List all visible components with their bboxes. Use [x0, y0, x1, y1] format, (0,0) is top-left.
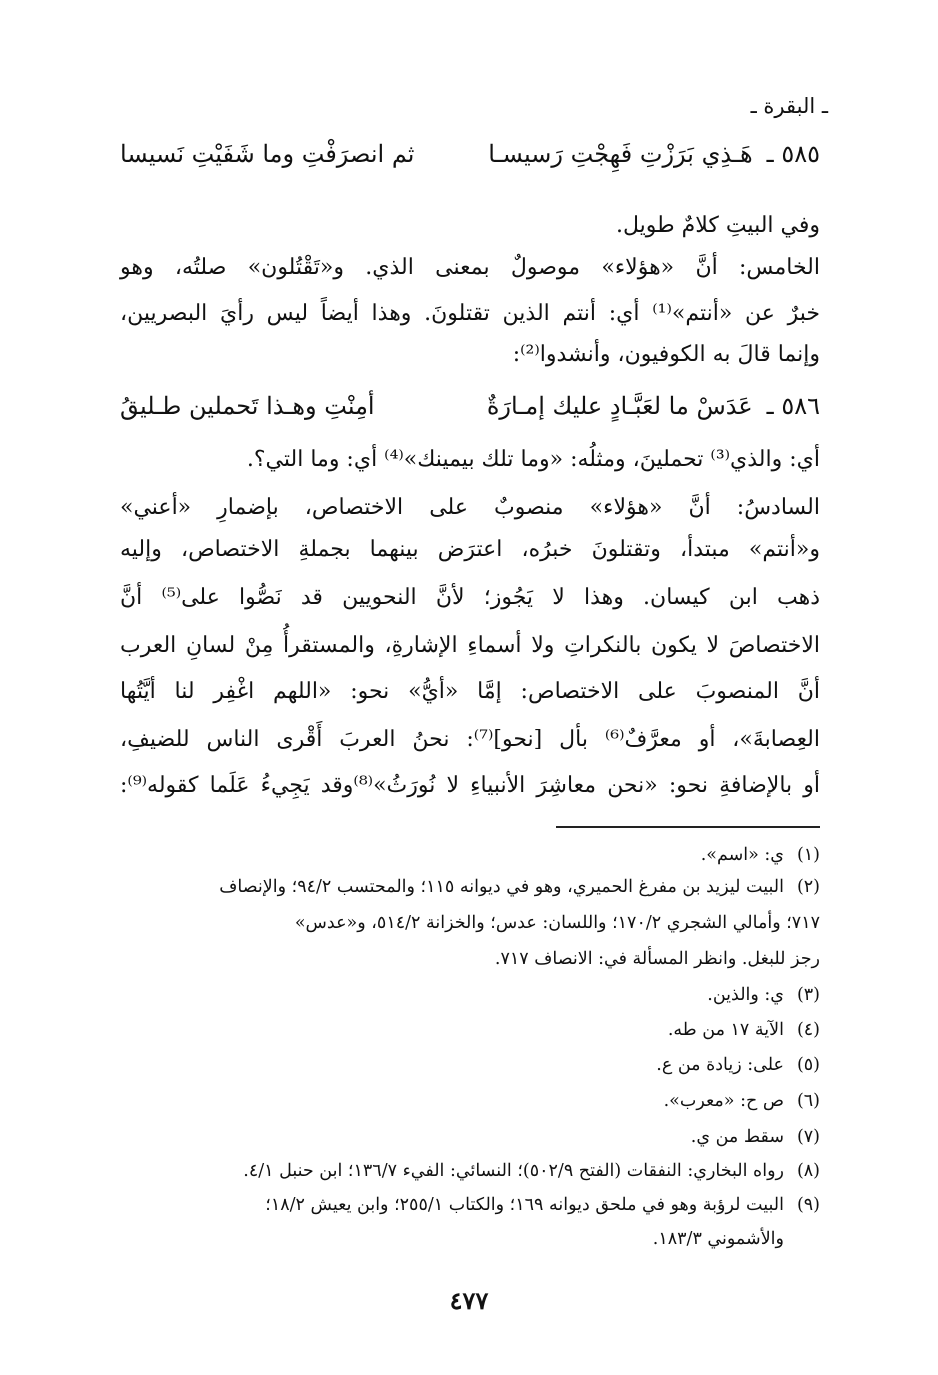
footnote-number: (٤): [796, 1020, 820, 1040]
text-line: الخامس: أنَّ «هؤلاء» موصولٌ بمعنى الذي. و«تَقْتُلون» صلتُه، وهو: [120, 255, 820, 280]
verse-585: [120, 140, 820, 168]
footnote-continuation: رجز للبغل. وانظر المسألة في: الانصاف ٧١٧.: [494, 949, 820, 969]
footnote-text: ي: والذين.: [707, 985, 784, 1005]
footnote-text: البيت ليزيد بن مفرغ الحميري، وهو في ديوانه ١١٥؛ والمحتسب ٩٤/٢؛ والإنصاف: [219, 877, 784, 897]
footnote-text: رواه البخاري: النفقات (الفتح ٥٠٢/٩)؛ النسائي: الفيء ١٣٦/٧؛ ابن حنبل ٤/١.: [243, 1161, 784, 1181]
footnote-text: ص ح: «معرب».: [663, 1091, 784, 1111]
footnote-text: على: زيادة من ع.: [656, 1055, 784, 1075]
footnote-3: [120, 980, 820, 1010]
footnote-number: (٨): [796, 1161, 820, 1181]
footnote-continuation: ٧١٧؛ وأمالي الشجري ١٧٠/٢؛ واللسان: عدس؛ والخزانة ٥١٤/٢، و«عدس»: [294, 913, 820, 933]
footnote-8: [120, 1156, 820, 1186]
text-line: ذهب ابن كيسان. وهذا لا يَجُوز؛ لأنَّ النحويين قد نَصُّوا على⁽⁵⁾ أنَّ: [120, 585, 820, 610]
footnote-4: [120, 1015, 820, 1045]
verse-number: ٥٨٦ ـ: [766, 392, 820, 420]
verse-first-hemistich: عَدَسْ ما لعَبَّـادٍ عليك إمـارَةٌ: [486, 392, 753, 420]
text-line: الاختصاصَ لا يكون بالنكراتِ ولا أسماءِ الإشارةِ، والمستقرأُ مِنْ لسانِ العرب: [120, 633, 820, 658]
text-line: السادسُ: أنَّ «هؤلاء» منصوبٌ على الاختصاص، بإضمارِ «أعني»: [120, 495, 820, 520]
footnote-number: (٥): [796, 1055, 820, 1075]
footnote-7: [120, 1122, 820, 1152]
footnote-9: [120, 1190, 820, 1254]
footnote-text: ي: «اسم».: [700, 845, 784, 865]
footnote-number: (٦): [796, 1091, 820, 1111]
footnote-number: (٣): [796, 985, 820, 1005]
footnote-1: [120, 840, 820, 870]
verse-first-hemistich: هَـذِي بَرَزْتِ فَهِجْتِ رَسيسـا: [488, 140, 753, 168]
text-line: العِصابةَ»، أو معرَّفٌ⁽⁶⁾ بأل [نحو]⁽⁷⁾: نحنُ العربَ أَقْرى الناس للضيفِ،: [120, 727, 820, 752]
verse-number: ٥٨٥ ـ: [766, 140, 820, 168]
footnote-2: [120, 872, 820, 974]
text-line: وإنما قالَ به الكوفيون، وأنشدوا⁽²⁾:: [512, 342, 820, 367]
footnote-number: (٢): [796, 877, 820, 897]
footnote-number: (٧): [796, 1127, 820, 1147]
footnote-separator: [556, 826, 820, 828]
text-line: أنَّ المنصوبَ على الاختصاص: إمَّا «أيُّ» نحو: «اللهم اغْفِر لنا أيَّتُها: [120, 679, 820, 704]
footnote-text: البيت لرؤبة وهو في ملحق ديوانه ١٦٩؛ والكتاب ٢٥٥/١؛ وابن يعيش ١٨/٢؛: [265, 1195, 784, 1215]
verse-586: [120, 392, 820, 420]
footnote-number: (٩): [796, 1195, 820, 1215]
footnote-5: [120, 1050, 820, 1080]
text-line: خبرٌ عن «أنتم»⁽¹⁾ أي: أنتم الذين تقتلونَ. وهذا أيضاً ليس رأيَ البصريين،: [120, 301, 820, 326]
footnote-continuation: والأشموني ١٨٣/٣.: [652, 1229, 784, 1249]
footnote-text: الآية ١٧ من طه.: [667, 1020, 784, 1040]
text-line: أو بالإضافةِ نحو: «نحن معاشِرَ الأنبياءِ لا نُورَثُ»⁽⁸⁾وقد يَجِيءُ عَلَما كقوله⁽⁹⁾:: [120, 773, 821, 798]
verse-second-hemistich: أمِنْتِ وهـذا تَحملين طـليقُ: [120, 392, 375, 420]
footnote-number: (١): [796, 845, 820, 865]
text-line: و«أنتم» مبتدأ، وتقتلونَ خبرُه، اعترَض بينهما بجملةِ الاختصاص، وإليه: [120, 537, 820, 562]
footnote-6: [120, 1086, 820, 1116]
text-line: أي: والذي⁽³⁾ تحملينَ، ومثلُه: «وما تلك بيمينك»⁽⁴⁾ أي: وما التي؟.: [246, 447, 820, 472]
text-line: وفي البيتِ كلامٌ طويل.: [615, 213, 820, 238]
footnote-text: سقط من ي.: [690, 1127, 784, 1147]
page-number: ٤٧٧: [449, 1286, 489, 1315]
page-header: ـ البقرة ـ: [750, 94, 828, 118]
verse-second-hemistich: ثم انصرَفْتِ وما شَفَيْتِ نَسيسا: [120, 140, 415, 168]
